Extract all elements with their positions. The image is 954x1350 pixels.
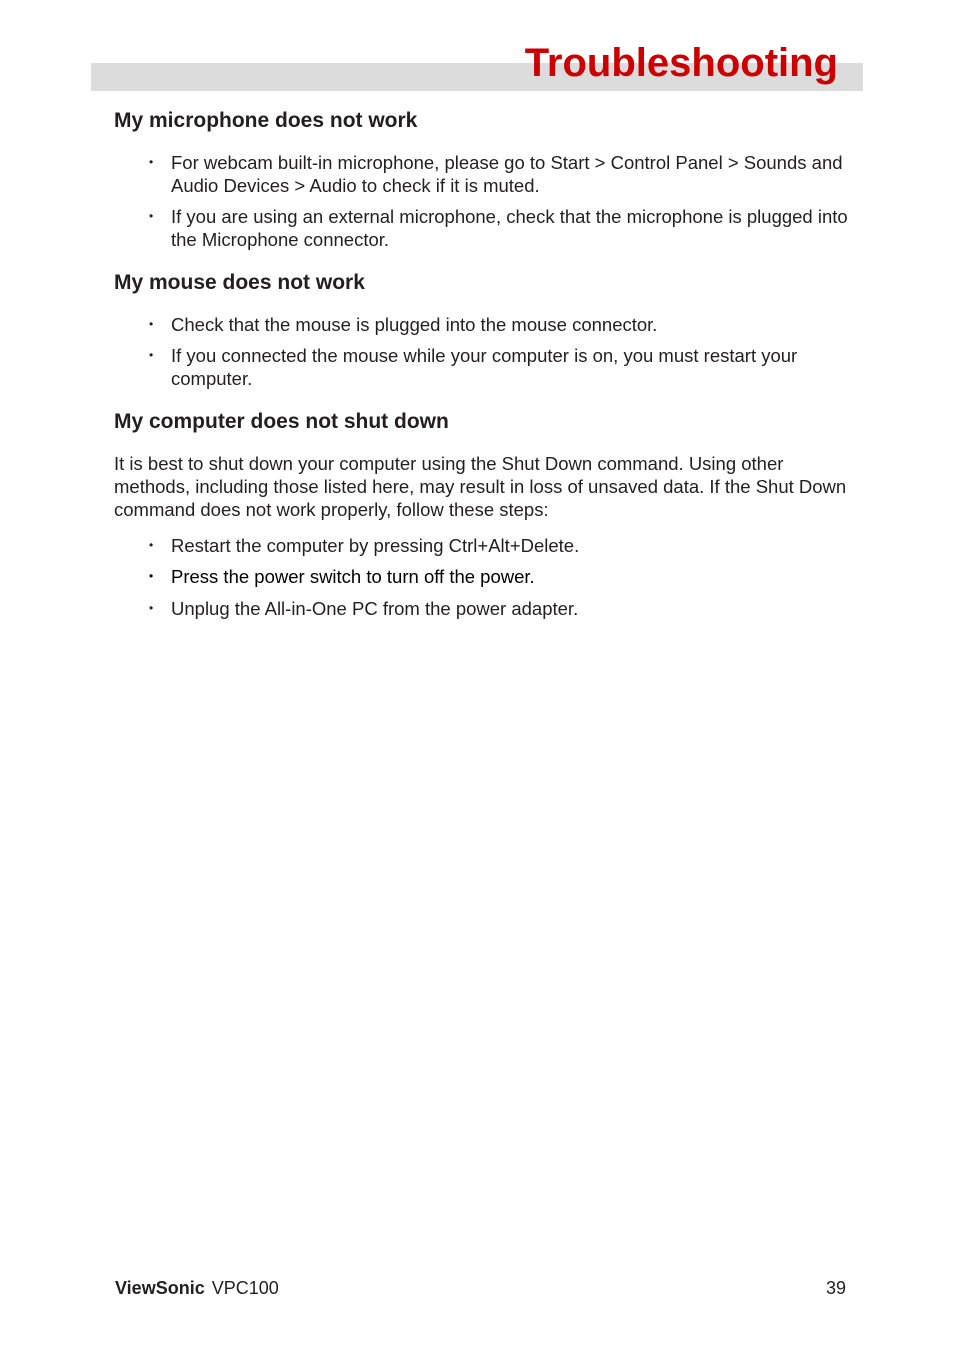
list-item [114,344,854,390]
list-item [114,534,854,557]
page-number: 39 [825,1278,846,1298]
list-item [114,151,854,197]
section-heading: My mouse does not work [114,271,365,294]
section-heading: My microphone does not work [114,109,418,132]
section-heading: My computer does not shut down [114,410,449,433]
footer-model: VPC100 [211,1278,279,1298]
list-item-text: Unplug the All-in-One PC from the power adapter. [171,598,579,619]
section-shutdown [114,407,854,620]
list-item-text: For webcam built-in microphone, please go to Start > Control Panel > Sounds and Audio Devices > Audio to check if it is muted. [171,152,843,196]
bullet-icon: • [149,601,154,615]
list-item [114,597,854,620]
section-microphone [114,106,854,251]
page-title: Troubleshooting [524,41,838,85]
bullet-icon: • [149,155,154,169]
bullet-icon: • [149,569,154,583]
list-item-text: Press the power switch to turn off the power. [171,566,535,587]
bullet-icon: • [149,538,154,552]
list-item-text: If you are using an external microphone, check that the microphone is plugged into the Microphone connector. [171,206,848,250]
list-item [114,205,854,251]
bullet-list [114,534,854,620]
section-paragraph: It is best to shut down your computer using the Shut Down command. Using other methods, including those listed here, may result in loss of unsaved data. If the Shut Down command does not work properly, follow these steps: [114,453,847,520]
bullet-list [114,151,854,251]
bullet-icon: • [149,317,154,331]
list-item [114,565,854,588]
page-content [114,106,854,620]
section-mouse [114,268,854,390]
bullet-icon: • [149,209,154,223]
list-item [114,313,854,336]
footer-brand: ViewSonic [115,1278,205,1298]
bullet-list [114,313,854,390]
page-footer [115,1276,846,1300]
list-item-text: Restart the computer by pressing Ctrl+Alt+Delete. [171,535,580,556]
list-item-text: Check that the mouse is plugged into the mouse connector. [171,314,658,335]
bullet-icon: • [149,348,154,362]
list-item-text: If you connected the mouse while your computer is on, you must restart your computer. [171,345,798,389]
